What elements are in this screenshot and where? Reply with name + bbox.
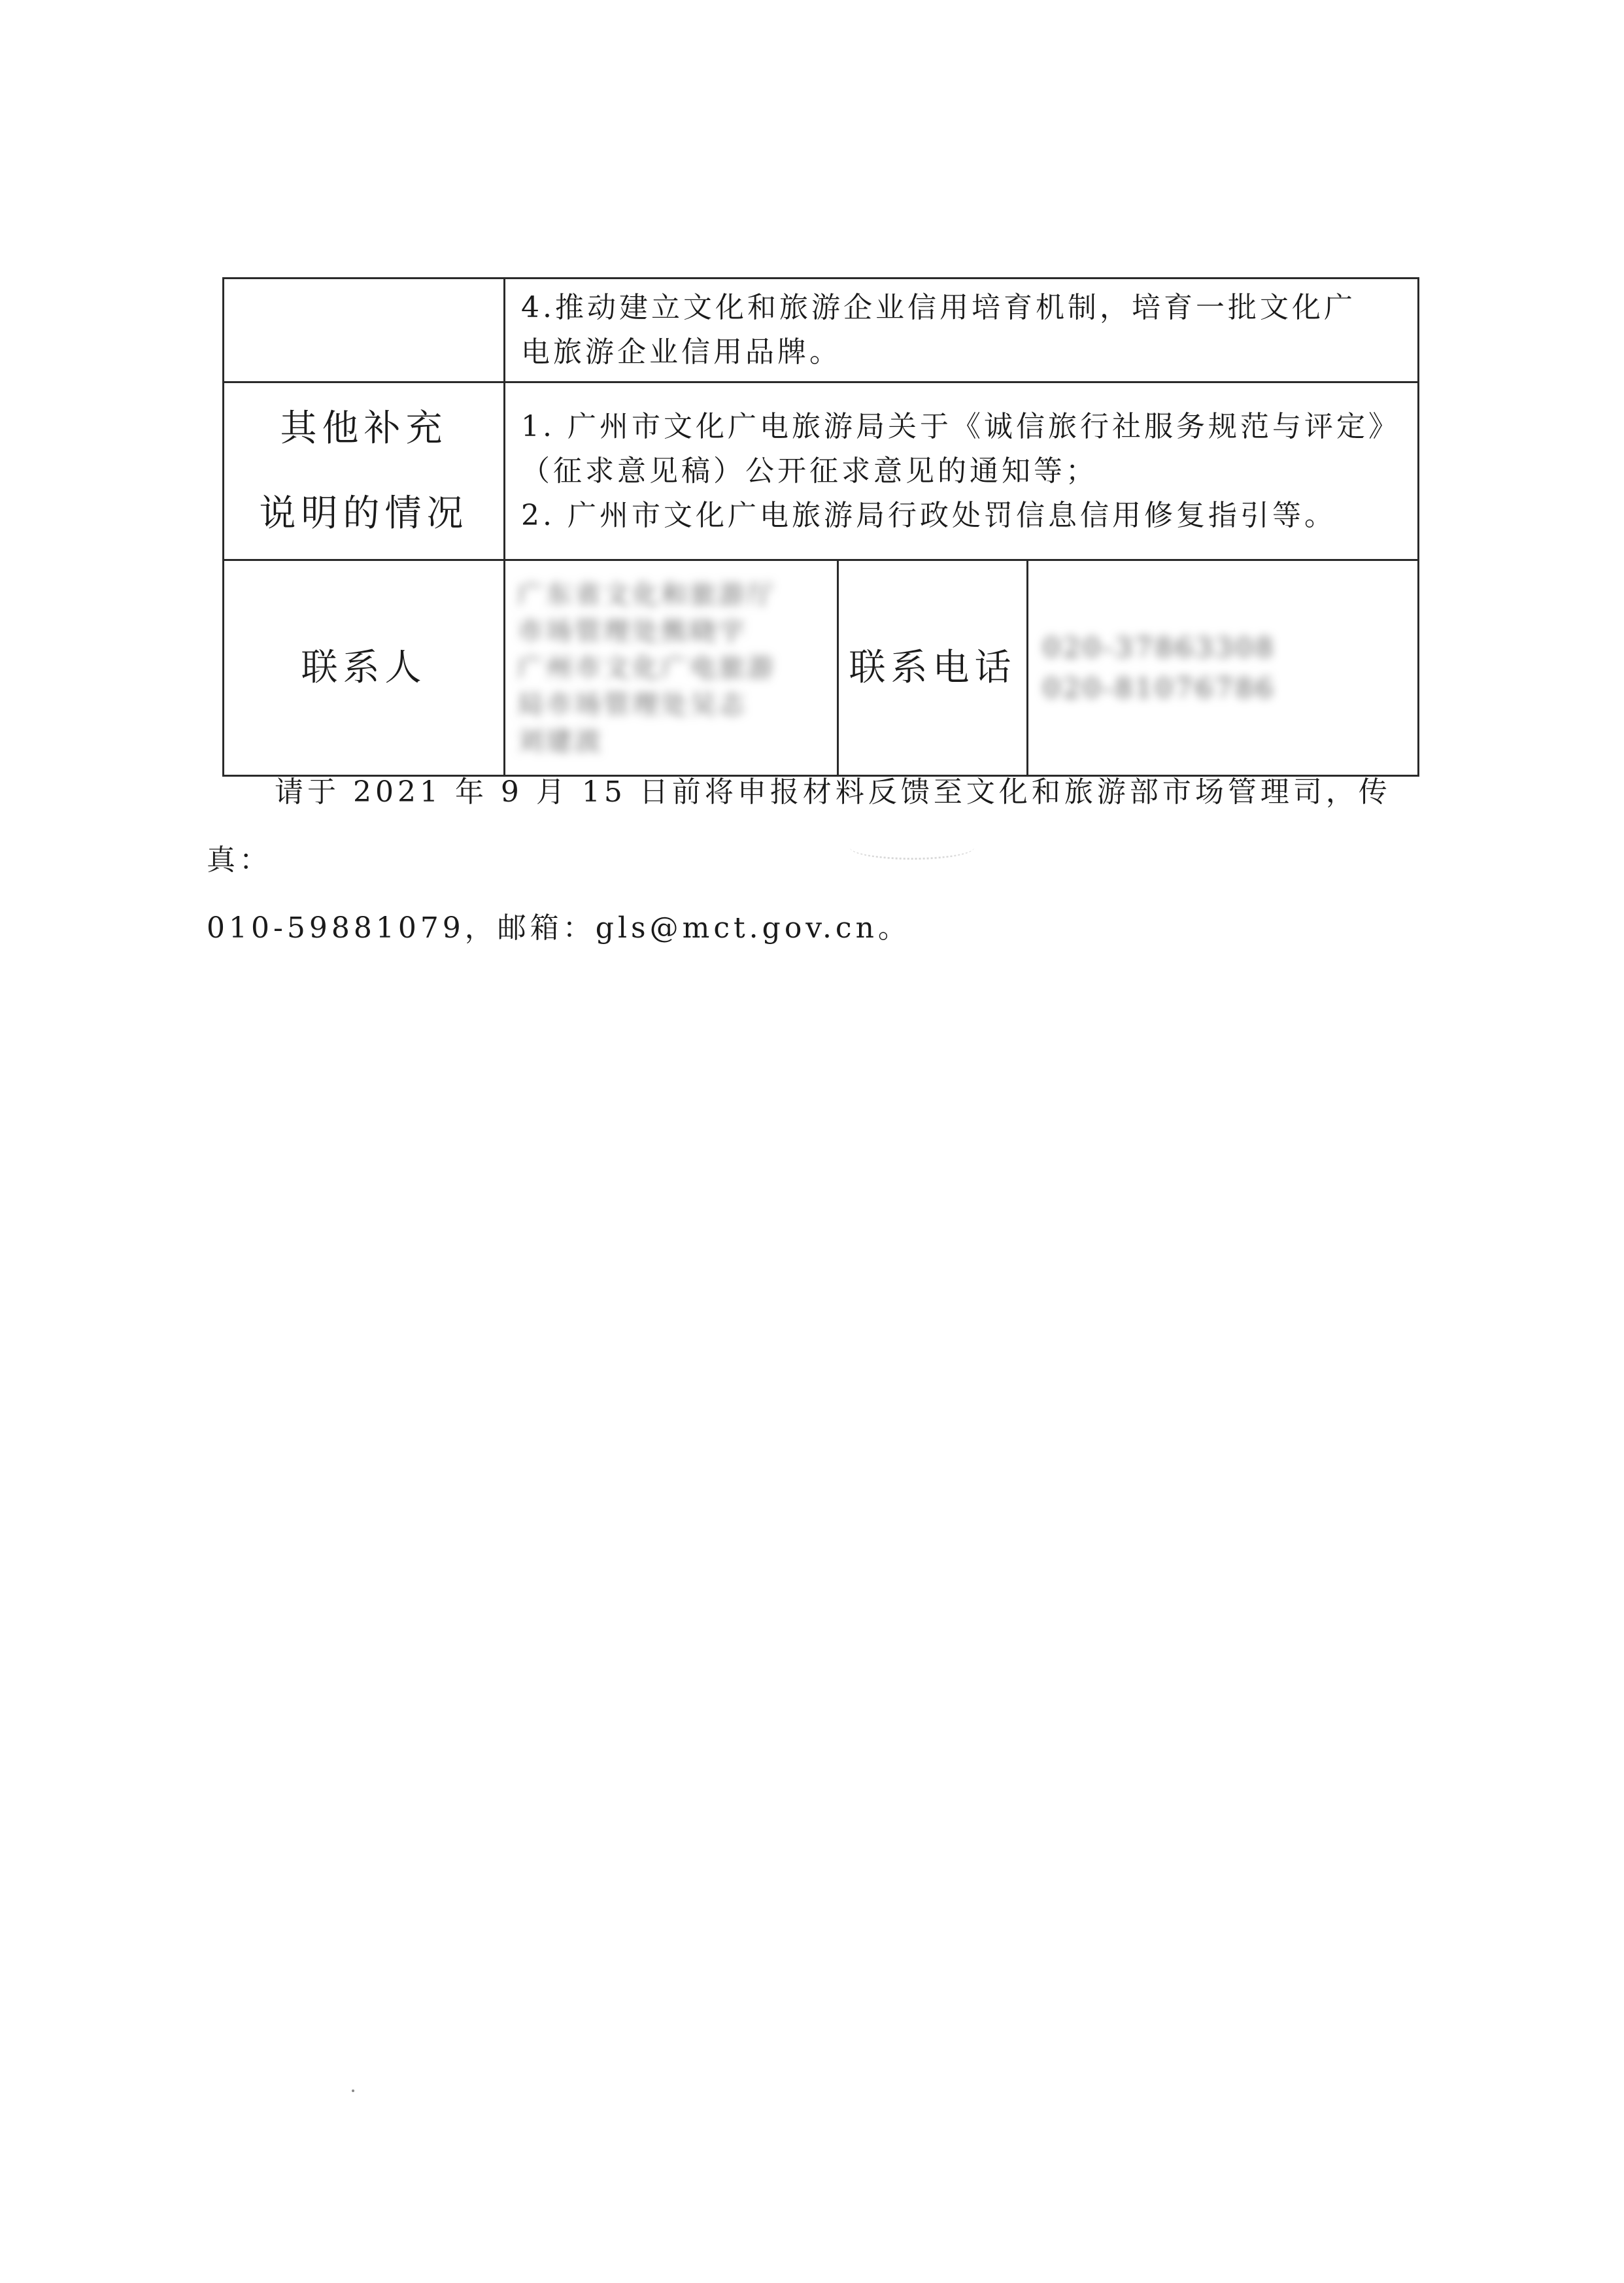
- supplement-content-line-2: （征求意见稿）公开征求意见的通知等；: [521, 454, 1098, 488]
- supplement-content-line-1: 1. 广州市文化广电旅游局关于《诚信旅行社服务规范与评定》: [521, 409, 1400, 443]
- scan-artifact: [850, 836, 974, 860]
- supplement-label-line-1: 其他补充: [280, 407, 448, 450]
- supplement-content-cell: [505, 382, 1419, 560]
- contact-value-line-3: 广州市文化广电旅游: [517, 652, 776, 683]
- scan-dot: [352, 2089, 354, 2092]
- row1-content-cell: [505, 279, 1419, 382]
- phone-value-redacted: [1028, 622, 1417, 714]
- contact-value-line-2: 市场管理处熊晓宇: [517, 616, 747, 647]
- table-row-measures: [224, 279, 1419, 382]
- supplement-label-cell: [224, 382, 505, 560]
- info-table: [222, 277, 1419, 777]
- submission-note-line-2: 010-59881079，邮箱：gls@mct.gov.cn。: [207, 911, 911, 945]
- contact-value-line-5: 刘建波: [517, 726, 603, 756]
- phone-value-cell: [1028, 560, 1419, 776]
- submission-note: [207, 758, 1423, 962]
- contact-label-cell: [224, 560, 505, 776]
- supplement-content-line-3: 2. 广州市文化广电旅游局行政处罚信息信用修复指引等。: [521, 498, 1336, 532]
- phone-label-cell: [838, 560, 1028, 776]
- contact-value-cell: [505, 560, 838, 776]
- row1-label-cell: [224, 279, 505, 382]
- row1-content-line-2: 电旅游企业信用品牌。: [521, 335, 841, 369]
- supplement-label-line-2: 说明的情况: [259, 492, 469, 535]
- table-row-supplement: [224, 382, 1419, 560]
- phone-label: 联系电话: [849, 646, 1017, 689]
- contact-value-line-4: 局市场管理处吴志: [517, 689, 747, 720]
- phone-value-line-2: 020-81076786: [1043, 671, 1276, 704]
- phone-value-line-1: 020-37863308: [1043, 631, 1276, 664]
- row1-content-line-1: 4.推动建立文化和旅游企业信用培育机制，培育一批文化广: [521, 291, 1356, 324]
- contact-value-redacted: [505, 571, 837, 765]
- contact-value-line-1: 广东省文化和旅游厅: [517, 579, 776, 610]
- table-row-contact: [224, 560, 1419, 776]
- contact-label: 联系人: [301, 646, 427, 689]
- submission-note-line-1: 请于 2021 年 9 月 15 日前将申报材料反馈至文化和旅游部市场管理司，传真：: [207, 775, 1391, 877]
